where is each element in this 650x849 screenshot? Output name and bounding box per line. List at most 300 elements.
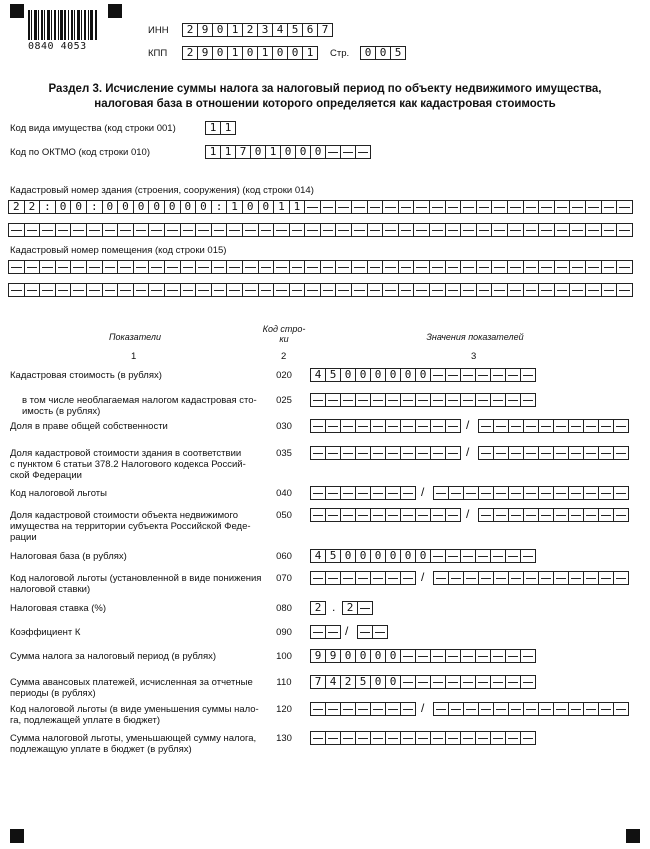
char-cell: 1 — [227, 23, 243, 37]
char-cell — [320, 260, 337, 274]
char-cell: 9 — [197, 46, 213, 60]
char-cell — [505, 675, 521, 689]
char-cell — [569, 260, 586, 274]
row-code-100: 100 — [276, 651, 292, 662]
char-cell — [478, 446, 494, 460]
row-label-line: га, подлежащей уплате в бюджет) — [10, 715, 160, 726]
char-cell — [493, 419, 509, 433]
row-label-120 — [10, 704, 259, 726]
char-cell — [398, 260, 415, 274]
char-cell: : — [86, 200, 103, 214]
char-cell — [325, 508, 341, 522]
char-cell — [508, 419, 524, 433]
char-cell — [382, 200, 399, 214]
char-cell — [70, 283, 87, 297]
char-cell — [164, 260, 181, 274]
char-cell — [507, 260, 524, 274]
decimal-point: . — [332, 600, 336, 614]
char-cell — [598, 571, 614, 585]
char-cell — [325, 446, 341, 460]
char-cell — [320, 283, 337, 297]
char-cell — [507, 223, 524, 237]
char-cell: 5 — [390, 46, 406, 60]
row-label-line: Налоговая ставка (%) — [10, 603, 107, 614]
char-cell — [430, 393, 446, 407]
char-cell — [357, 601, 373, 615]
corner-mark-bottom-left — [10, 829, 24, 843]
value-field-130[interactable] — [310, 731, 536, 745]
value-field-020[interactable] — [310, 368, 536, 382]
char-cell — [478, 571, 494, 585]
row-code-110: 110 — [276, 677, 292, 688]
char-cell — [553, 702, 569, 716]
char-cell: 0 — [117, 200, 134, 214]
char-cell — [430, 731, 446, 745]
kpp-label: КПП — [148, 48, 168, 59]
char-cell — [415, 393, 431, 407]
row-label-line: ской Федерации — [10, 470, 82, 481]
char-cell — [601, 223, 618, 237]
char-cell — [463, 486, 479, 500]
char-cell — [357, 625, 373, 639]
char-cell: 0 — [272, 46, 288, 60]
building-cadastral-field-row2[interactable] — [8, 223, 633, 237]
value-field-120-denominator[interactable] — [433, 702, 629, 716]
char-cell — [505, 368, 521, 382]
char-cell — [226, 223, 243, 237]
char-cell — [372, 625, 388, 639]
char-cell — [460, 393, 476, 407]
char-cell — [133, 283, 150, 297]
char-cell: 5 — [355, 675, 371, 689]
char-cell — [164, 223, 181, 237]
value-field-100[interactable] — [310, 649, 536, 663]
value-field-040-numerator[interactable] — [310, 486, 416, 500]
char-cell — [340, 508, 356, 522]
char-cell — [445, 446, 461, 460]
char-cell: 9 — [325, 649, 341, 663]
char-cell: 0 — [340, 649, 356, 663]
char-cell — [508, 508, 524, 522]
char-cell: 0 — [287, 46, 303, 60]
char-cell: 0 — [295, 145, 311, 159]
char-cell — [448, 702, 464, 716]
char-cell — [585, 260, 602, 274]
char-cell — [55, 223, 72, 237]
property-kind-field[interactable] — [205, 121, 236, 135]
column-number-3: 3 — [471, 351, 477, 362]
char-cell: 1 — [257, 46, 273, 60]
room-cadastral-field-row1[interactable] — [8, 260, 633, 274]
char-cell — [585, 200, 602, 214]
row-label-line: Сумма налога за налоговый период (в рублях) — [10, 651, 217, 662]
char-cell — [523, 283, 540, 297]
char-cell — [505, 549, 521, 563]
char-cell — [355, 393, 371, 407]
char-cell — [568, 508, 584, 522]
fraction-slash: / — [466, 418, 470, 432]
value-field-050-numerator[interactable] — [310, 508, 461, 522]
oktmo-label: Код по ОКТМО (код строки 010) — [10, 147, 150, 158]
char-cell — [460, 731, 476, 745]
char-cell — [367, 223, 384, 237]
char-cell — [445, 393, 461, 407]
char-cell — [8, 223, 25, 237]
char-cell — [505, 649, 521, 663]
char-cell — [351, 223, 368, 237]
char-cell — [476, 283, 493, 297]
char-cell — [325, 419, 341, 433]
char-cell — [475, 368, 491, 382]
char-cell — [413, 283, 430, 297]
char-cell — [355, 508, 371, 522]
value-field-080-int[interactable] — [310, 601, 326, 615]
char-cell — [445, 200, 462, 214]
row-label-line: Доля в праве общей собственности — [10, 421, 168, 432]
char-cell — [304, 223, 321, 237]
kpp-field[interactable] — [182, 46, 318, 60]
barcode-image — [28, 10, 98, 40]
char-cell — [430, 446, 446, 460]
char-cell: 0 — [360, 46, 376, 60]
char-cell — [289, 223, 306, 237]
row-label-line: Код налоговой льготы (установленной в виде понижения — [10, 573, 262, 584]
char-cell — [289, 260, 306, 274]
value-field-120-numerator[interactable] — [310, 702, 416, 716]
char-cell — [355, 702, 371, 716]
char-cell — [370, 508, 386, 522]
char-cell — [195, 283, 212, 297]
char-cell — [493, 571, 509, 585]
char-cell — [367, 283, 384, 297]
char-cell — [310, 486, 326, 500]
char-cell — [585, 223, 602, 237]
char-cell: 0 — [212, 46, 228, 60]
char-cell — [429, 283, 446, 297]
char-cell — [475, 393, 491, 407]
char-cell — [415, 508, 431, 522]
fraction-slash: / — [466, 445, 470, 459]
char-cell — [304, 283, 321, 297]
char-cell — [325, 393, 341, 407]
char-cell — [445, 223, 462, 237]
char-cell — [320, 200, 337, 214]
char-cell: 2 — [310, 601, 326, 615]
char-cell: 0 — [242, 200, 259, 214]
char-cell — [400, 393, 416, 407]
char-cell — [553, 419, 569, 433]
char-cell — [273, 223, 290, 237]
value-field-070-denominator[interactable] — [433, 571, 629, 585]
char-cell — [340, 486, 356, 500]
char-cell — [598, 508, 614, 522]
char-cell — [55, 283, 72, 297]
row-label-line: рации — [10, 532, 37, 543]
inn-field[interactable] — [182, 23, 333, 37]
char-cell — [340, 571, 356, 585]
oktmo-field[interactable] — [205, 145, 371, 159]
char-cell — [460, 223, 477, 237]
char-cell: 1 — [227, 46, 243, 60]
row-label-line: Кадастровая стоимость (в рублях) — [10, 370, 162, 381]
char-cell — [445, 419, 461, 433]
char-cell — [415, 446, 431, 460]
char-cell — [490, 549, 506, 563]
char-cell — [340, 702, 356, 716]
char-cell — [445, 549, 461, 563]
inn-label: ИНН — [148, 25, 169, 36]
char-cell: 2 — [340, 675, 356, 689]
char-cell — [226, 260, 243, 274]
char-cell — [475, 549, 491, 563]
value-field-090-dec[interactable] — [357, 625, 388, 639]
char-cell: 0 — [133, 200, 150, 214]
char-cell — [325, 145, 341, 159]
char-cell — [335, 223, 352, 237]
row-label-line: налоговой ставки) — [10, 584, 91, 595]
char-cell: 0 — [55, 200, 72, 214]
char-cell — [523, 223, 540, 237]
char-cell — [583, 571, 599, 585]
char-cell: 2 — [242, 23, 258, 37]
char-cell — [304, 200, 321, 214]
char-cell — [340, 393, 356, 407]
char-cell — [86, 260, 103, 274]
char-cell — [585, 283, 602, 297]
char-cell — [491, 283, 508, 297]
char-cell — [505, 393, 521, 407]
char-cell — [320, 223, 337, 237]
char-cell — [523, 486, 539, 500]
char-cell — [613, 571, 629, 585]
row-label-020 — [10, 370, 162, 381]
char-cell: 5 — [325, 368, 341, 382]
char-cell — [490, 393, 506, 407]
row-label-line: Сумма авансовых платежей, исчисленная за отчетные — [10, 677, 253, 688]
char-cell — [102, 260, 119, 274]
char-cell — [490, 649, 506, 663]
char-cell — [370, 419, 386, 433]
row-label-080 — [10, 603, 106, 614]
char-cell: 1 — [205, 145, 221, 159]
row-code-130: 130 — [276, 733, 292, 744]
char-cell — [601, 283, 618, 297]
char-cell — [400, 419, 416, 433]
char-cell — [325, 625, 341, 639]
char-cell — [355, 571, 371, 585]
value-field-035-numerator[interactable] — [310, 446, 461, 460]
char-cell — [460, 675, 476, 689]
page-label: Стр. — [330, 48, 350, 59]
char-cell — [490, 368, 506, 382]
char-cell: 0 — [385, 368, 401, 382]
row-label-line: Код налоговой льготы (в виде уменьшения суммы нало- — [10, 704, 259, 715]
page-number-field[interactable] — [360, 46, 406, 60]
char-cell — [568, 702, 584, 716]
row-label-line: периоды (в рублях) — [10, 688, 96, 699]
char-cell — [370, 393, 386, 407]
value-field-080-dec[interactable] — [342, 601, 373, 615]
char-cell: 0 — [370, 675, 386, 689]
value-field-040-denominator[interactable] — [433, 486, 629, 500]
char-cell — [616, 200, 633, 214]
row-label-025 — [22, 395, 257, 417]
char-cell — [568, 446, 584, 460]
char-cell — [242, 283, 259, 297]
char-cell — [325, 571, 341, 585]
char-cell — [355, 486, 371, 500]
char-cell — [242, 260, 259, 274]
char-cell — [310, 508, 326, 522]
char-cell — [355, 419, 371, 433]
char-cell — [583, 486, 599, 500]
row-label-line: имущества на территории субъекта Российской Феде- — [10, 521, 251, 532]
char-cell — [493, 702, 509, 716]
building-cadastral-label: Кадастровый номер здания (строения, сооружения) (код строки 014) — [10, 185, 314, 196]
char-cell — [493, 486, 509, 500]
char-cell: 0 — [340, 549, 356, 563]
char-cell — [445, 260, 462, 274]
char-cell — [569, 223, 586, 237]
char-cell: 1 — [289, 200, 306, 214]
char-cell — [523, 446, 539, 460]
char-cell — [400, 446, 416, 460]
char-cell — [340, 446, 356, 460]
value-field-110[interactable] — [310, 675, 536, 689]
char-cell: : — [39, 200, 56, 214]
char-cell — [598, 419, 614, 433]
char-cell — [355, 731, 371, 745]
char-cell — [335, 260, 352, 274]
char-cell — [463, 571, 479, 585]
char-cell — [273, 283, 290, 297]
row-code-070: 070 — [276, 573, 292, 584]
char-cell — [507, 283, 524, 297]
char-cell — [148, 260, 165, 274]
value-field-025[interactable] — [310, 393, 536, 407]
char-cell — [398, 223, 415, 237]
value-field-030-denominator[interactable] — [478, 419, 629, 433]
char-cell — [367, 200, 384, 214]
char-cell — [180, 283, 197, 297]
char-cell — [102, 223, 119, 237]
value-field-090-int[interactable] — [310, 625, 341, 639]
char-cell — [598, 446, 614, 460]
char-cell — [385, 731, 401, 745]
row-label-line: Коэффициент К — [10, 627, 81, 638]
char-cell: 0 — [415, 549, 431, 563]
char-cell: 0 — [375, 46, 391, 60]
column-number-2: 2 — [281, 351, 287, 362]
header-code — [262, 324, 306, 344]
row-label-130 — [10, 733, 256, 755]
row-label-040 — [10, 488, 107, 499]
char-cell — [335, 200, 352, 214]
char-cell — [478, 508, 494, 522]
char-cell — [385, 419, 401, 433]
char-cell — [400, 486, 416, 500]
char-cell — [433, 571, 449, 585]
char-cell: 0 — [340, 368, 356, 382]
char-cell: 0 — [370, 368, 386, 382]
header-code-line2: ки — [279, 334, 289, 344]
char-cell — [242, 223, 259, 237]
char-cell — [211, 223, 228, 237]
char-cell — [335, 283, 352, 297]
row-label-line: с пунктом 6 статьи 378.2 Налогового кодекса Россий- — [10, 459, 246, 470]
char-cell — [70, 260, 87, 274]
char-cell — [430, 508, 446, 522]
char-cell: 4 — [310, 368, 326, 382]
char-cell: 7 — [310, 675, 326, 689]
building-cadastral-field-row1[interactable] — [8, 200, 633, 214]
char-cell — [553, 508, 569, 522]
char-cell — [601, 200, 618, 214]
char-cell — [613, 446, 629, 460]
fraction-slash: / — [421, 485, 425, 499]
char-cell — [148, 223, 165, 237]
char-cell — [400, 571, 416, 585]
char-cell — [475, 649, 491, 663]
char-cell — [490, 675, 506, 689]
char-cell — [164, 283, 181, 297]
char-cell: 0 — [242, 46, 258, 60]
char-cell: : — [211, 200, 228, 214]
char-cell — [569, 283, 586, 297]
char-cell — [445, 283, 462, 297]
room-cadastral-field-row2[interactable] — [8, 283, 633, 297]
char-cell — [433, 486, 449, 500]
char-cell: 1 — [265, 145, 281, 159]
char-cell — [180, 260, 197, 274]
char-cell — [415, 649, 431, 663]
char-cell — [117, 260, 134, 274]
char-cell — [460, 649, 476, 663]
char-cell — [413, 223, 430, 237]
char-cell — [385, 486, 401, 500]
char-cell — [370, 702, 386, 716]
char-cell — [433, 702, 449, 716]
value-field-050-denominator[interactable] — [478, 508, 629, 522]
char-cell — [258, 223, 275, 237]
char-cell — [478, 419, 494, 433]
char-cell — [613, 508, 629, 522]
char-cell — [523, 260, 540, 274]
char-cell: 9 — [197, 23, 213, 37]
char-cell: 1 — [302, 46, 318, 60]
char-cell — [351, 200, 368, 214]
char-cell — [493, 508, 509, 522]
char-cell — [463, 702, 479, 716]
column-number-1: 1 — [131, 351, 137, 362]
char-cell: 0 — [370, 549, 386, 563]
char-cell — [490, 731, 506, 745]
char-cell — [351, 260, 368, 274]
char-cell: 9 — [310, 649, 326, 663]
char-cell — [460, 283, 477, 297]
char-cell — [39, 260, 56, 274]
char-cell — [102, 283, 119, 297]
char-cell — [429, 200, 446, 214]
value-field-060[interactable] — [310, 549, 536, 563]
fraction-slash: / — [421, 570, 425, 584]
value-field-030-numerator[interactable] — [310, 419, 461, 433]
value-field-070-numerator[interactable] — [310, 571, 416, 585]
corner-mark-bottom-right — [626, 829, 640, 843]
value-field-035-denominator[interactable] — [478, 446, 629, 460]
char-cell — [568, 419, 584, 433]
char-cell — [382, 260, 399, 274]
